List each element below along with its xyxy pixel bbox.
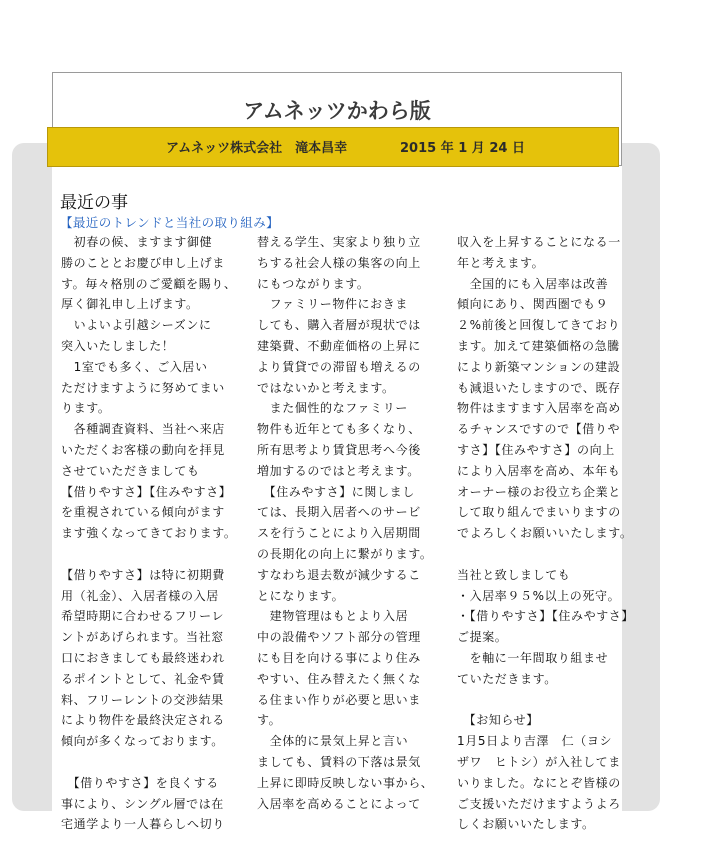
text-line: 当社と致しましても: [457, 567, 571, 582]
text-line: す。: [257, 713, 282, 728]
text-line: す。毎々格別のご愛顧を賜り、: [61, 276, 237, 291]
article-subheading: 【最近のトレンドと当社の取り組み】: [60, 215, 279, 230]
text-line: 年と考えます。: [457, 255, 545, 270]
text-line: 【住みやすさ】に関しまし: [257, 484, 415, 499]
text-line: も減退いたしますので、既存: [457, 380, 621, 395]
text-line: 物件も近年とても多くなり、: [257, 422, 421, 437]
text-line: 【借りやすさ】を良くする: [61, 775, 219, 790]
text-column-1: [61, 232, 237, 835]
text-line: 1月5日より吉澤 仁（ヨシ: [457, 734, 613, 749]
masthead: [52, 72, 622, 166]
text-line: ファミリー物件におきま: [257, 297, 408, 312]
text-line: 1室でも多く、ご入居い: [61, 359, 208, 374]
text-line: ・入居率９５%以上の死守。: [457, 588, 621, 603]
text-line: させていただきましても: [61, 463, 200, 478]
text-line: 厚く御礼申し上げます。: [61, 297, 199, 312]
text-line: オーナー様のお役立ち企業と: [457, 484, 621, 499]
text-line: 傾向にあり、関西圏でも９: [457, 297, 609, 312]
text-line: により入居率を高め、本年も: [457, 463, 621, 478]
text-line: 口におきましても最終迷われ: [61, 650, 225, 665]
text-line: やすい、住み替えたく無くな: [257, 671, 421, 686]
text-line: 建物管理はもとより入居: [257, 609, 409, 624]
text-line: により新築マンションの建設: [457, 359, 621, 374]
text-line: とになります。: [257, 588, 345, 603]
text-line: でよろしくお願いいたします。: [457, 526, 633, 541]
text-line: ていただきます。: [457, 671, 557, 686]
text-line: 上昇に即時反映しない事から、: [257, 775, 434, 790]
text-line: 替える学生、実家より独り立: [257, 235, 421, 249]
text-line: 宅通学より一人暮らしへ切り: [61, 817, 225, 832]
text-line: 全国的にも入居率は改善: [457, 276, 609, 291]
text-line: 勝のこととお慶び申し上げま: [61, 255, 225, 270]
text-line: にも目を向ける事により住み: [257, 650, 421, 665]
text-line: いよいよ引越シーズンに: [61, 318, 212, 333]
text-line: して取り組んでまいりますの: [457, 505, 621, 520]
text-line: いただくお客様の動向を拝見: [61, 442, 225, 457]
text-line: ちする社会人様の集客の向上: [257, 255, 421, 270]
company-author: アムネッツ株式会社 滝本昌幸: [166, 141, 348, 156]
text-line: 中の設備やソフト部分の管理: [257, 630, 421, 645]
text-line: ご支援いただけますようよろ: [457, 796, 621, 811]
text-line: るチャンスですので【借りや: [457, 422, 621, 437]
article-heading: 最近の事: [60, 193, 128, 213]
text-line: ます。加えて建築価格の急騰: [457, 338, 620, 353]
newsletter-page: [52, 72, 635, 858]
text-line: 【お知らせ】: [457, 713, 539, 728]
text-line: 突入いたしました！: [61, 338, 175, 353]
text-line: ご提案。: [457, 630, 508, 645]
text-line: ましても、賃料の下落は景気: [257, 754, 421, 769]
text-line: にもつながります。: [257, 276, 370, 291]
text-line: る住まい作りが必要と思いま: [257, 692, 421, 707]
text-line: 増加するのではと考えます。: [257, 463, 420, 478]
text-line: ては、長期入居者へのサービ: [257, 505, 421, 520]
text-line: 建築費、不動産価格の上昇に: [257, 338, 421, 353]
text-line: 料、フリーレントの交渉結果: [61, 692, 224, 707]
text-line: [61, 752, 231, 773]
text-line: [457, 690, 627, 711]
text-line: ・【借りやすさ】【住みやすさ】: [457, 609, 635, 624]
text-line: 【借りやすさ】【住みやすさ】: [61, 484, 232, 499]
text-line: ではないかと考えます。: [257, 380, 395, 395]
text-line: いりました。なにとぞ皆様の: [457, 775, 621, 790]
issue-date: 2015 年 1 月 24 日: [400, 141, 525, 156]
text-column-2: [257, 232, 434, 814]
text-line: 事により、シングル層では在: [61, 796, 224, 811]
text-line: しくお願いいたします。: [457, 817, 595, 832]
text-line: しても、購入者層が現状では: [257, 318, 421, 333]
text-line: すさ】【住みやすさ】の向上: [457, 442, 615, 457]
masthead-band: [47, 127, 619, 167]
text-line: を軸に一年間取り組ませ: [457, 650, 609, 665]
text-line: また個性的なファミリー: [257, 401, 408, 416]
text-line: 希望時期に合わせるフリーレ: [61, 609, 225, 624]
text-line: の長期化の向上に繋がります。: [257, 546, 433, 561]
text-line: ントがあげられます。当社窓: [61, 630, 224, 645]
text-line: 初春の候、ますます御健: [61, 235, 213, 249]
text-line: [457, 544, 627, 565]
newsletter-title: アムネッツかわら版: [243, 98, 431, 123]
text-line: すなわち退去数が減少するこ: [257, 567, 421, 582]
text-line: 用（礼金）、入居者様の入居: [61, 588, 219, 603]
text-line: [61, 544, 231, 565]
text-line: 入居率を高めることによって: [257, 796, 421, 811]
text-line: を重視されている傾向がます: [61, 505, 225, 520]
text-column-3: [457, 232, 635, 835]
text-line: ただけますように努めてまい: [61, 380, 225, 395]
text-line: により物件を最終決定される: [61, 713, 225, 728]
text-line: ります。: [61, 401, 111, 416]
text-line: より賃貸での滞留も増えるの: [257, 359, 421, 374]
text-line: 各種調査資料、当社へ来店: [61, 422, 225, 437]
text-line: 所有思考より賃貸思考へ今後: [257, 442, 421, 457]
text-line: 全体的に景気上昇と言い: [257, 734, 409, 749]
text-line: 傾向が多くなっております。: [61, 734, 224, 749]
text-line: ザワ ヒトシ）が入社してま: [457, 754, 621, 769]
text-line: 【借りやすさ】は特に初期費: [61, 567, 225, 582]
text-line: るポイントとして、礼金や賃: [61, 671, 225, 686]
text-line: ２%前後と回復してきており: [457, 318, 621, 333]
text-line: スを行うことにより入居期間: [257, 526, 421, 541]
text-line: ます強くなってきております。: [61, 526, 237, 541]
text-line: 物件はますます入居率を高め: [457, 401, 621, 416]
text-line: 収入を上昇することになる一: [457, 235, 621, 249]
